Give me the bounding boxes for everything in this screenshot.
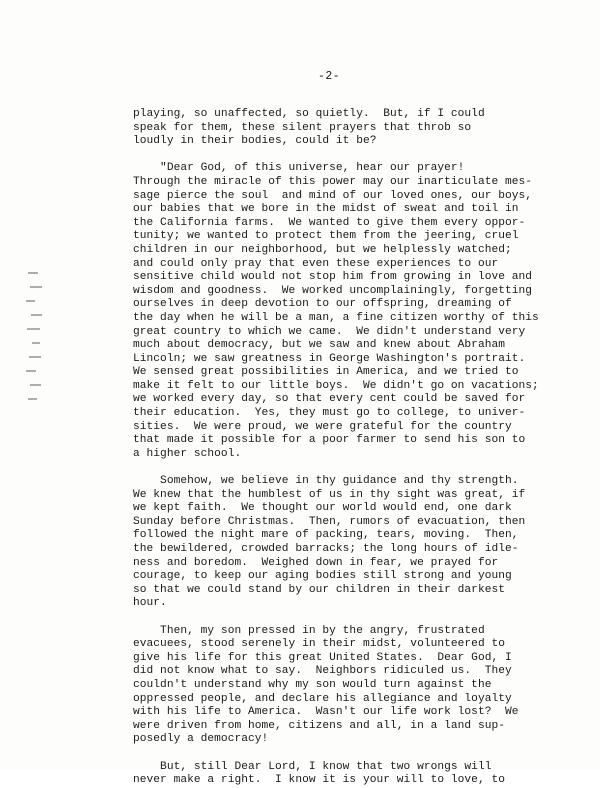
text-line: the day when he will be a man, a fine citizen worthy of this [133,311,539,324]
page-number: -2- [318,70,341,83]
text-line: speak for them, these silent prayers that throb so [133,121,472,134]
text-line: ourselves in deep devotion to our offspring, dreaming of [133,298,512,311]
text-line: a higher school. [133,447,242,460]
text-line: with his life to America. Wasn't our life work lost? We [133,706,519,719]
text-line: Then, my son pressed in by the angry, frustrated [133,624,485,637]
text-line: posedly a democracy! [133,733,269,746]
text-line: "Dear God, of this universe, hear our prayer! [133,162,465,175]
paragraph [133,625,573,747]
text-line: Through the miracle of this power may our inarticulate mes- [133,175,533,188]
text-line: the California farms. We wanted to give them every oppor- [133,216,526,229]
text-line: ness and boredom. Weighed down in fear, we prayed for [133,556,499,569]
text-line: our babies that we bore in the midst of sweat and toil in [133,203,519,216]
paragraph [133,162,573,461]
text-line: hour. [133,597,167,610]
text-line: Lincoln; we saw greatness in George Washington's portrait. [133,352,526,365]
paragraph [133,761,573,788]
text-line: tunity; we wanted to protect them from the jeering, cruel [133,230,519,243]
text-line: sities. We were proud, we were grateful for the country [133,420,512,433]
text-line: did not know what to say. Neighbors ridiculed us. They [133,665,512,678]
text-line: so that we could stand by our children in their darkest [133,583,505,596]
text-line: playing, so unaffected, so quietly. But, if I could [133,108,485,120]
letter-body [133,108,573,788]
text-line: Sunday before Christmas. Then, rumors of evacuation, then [133,515,526,528]
text-line: sage pierce the soul and mind of our loved ones, our boys, [133,189,533,202]
text-line: and could only pray that even these experiences to our [133,257,499,270]
text-line: oppressed people, and declare his allegiance and loyalty [133,692,512,705]
text-line: We sensed great possibilities in America, and we tried to [133,366,519,379]
text-line: loudly in their bodies, could it be? [133,135,377,148]
paragraph [133,108,573,149]
text-line: their education. Yes, they must go to college, to univer- [133,407,526,420]
text-line: make it felt to our little boys. We didn't go on vacations; [133,379,539,392]
text-line: give his life for this great United States. Dear God, I [133,651,512,664]
text-line: that made it possible for a poor farmer to send his son to [133,434,526,447]
text-line: evacuees, stood serenely in their midst, volunteered to [133,638,505,651]
paragraph [133,475,573,611]
text-line: children in our neighborhood, but we helplessly watched; [133,243,512,256]
text-line: followed the night mare of packing, tears, moving. Then, [133,529,519,542]
text-line: courage, to keep our aging bodies still strong and young [133,570,512,583]
text-line: Somehow, we believe in thy guidance and thy strength. [133,475,519,488]
text-line: sensitive child would not stop him from growing in love and [133,271,533,284]
text-line: wisdom and goodness. We worked uncomplainingly, forgetting [133,284,533,297]
text-line: We knew that the humblest of us in thy sight was great, if [133,488,526,501]
text-line: we worked every day, so that every cent could be saved for [133,393,526,406]
margin-marks [26,272,44,422]
text-line: But, still Dear Lord, I know that two wrongs will [133,760,492,773]
text-line: were driven from home, citizens and all, in a land sup- [133,719,505,732]
text-line: never make a right. I know it is your will to love, to [133,774,505,787]
text-line: much about democracy, but we saw and knew about Abraham [133,339,505,352]
text-line: we kept faith. We thought our world would end, one dark [133,502,512,515]
text-line: the bewildered, crowded barracks; the long hours of idle- [133,543,519,555]
text-line: couldn't understand why my son would turn against the [133,678,492,691]
text-line: great country to which we came. We didn't understand very [133,325,526,338]
